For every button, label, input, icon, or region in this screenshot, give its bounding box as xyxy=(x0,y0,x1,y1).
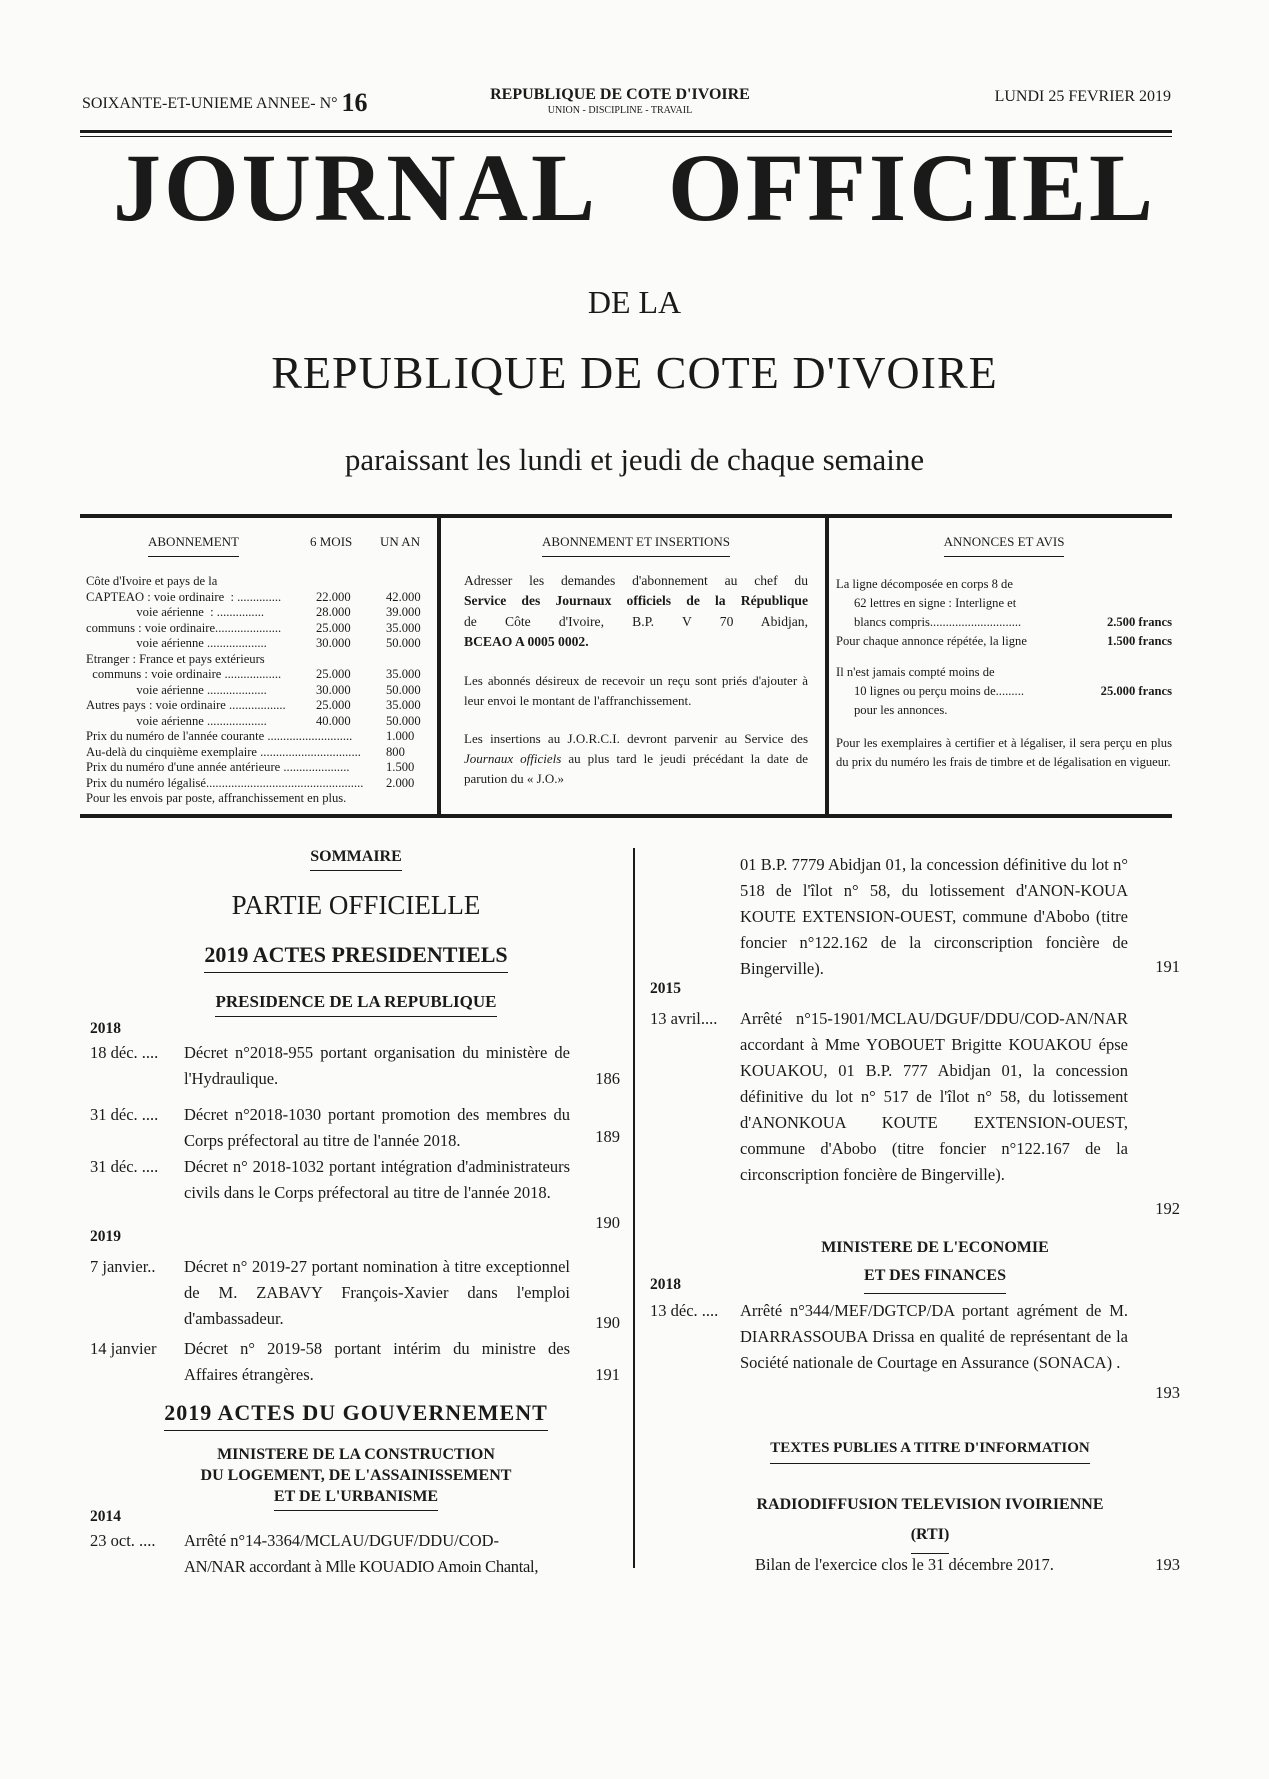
insertions-para-3 xyxy=(464,729,808,789)
entry-date: 13 déc. .... xyxy=(650,1301,719,1320)
abonnement-row xyxy=(86,683,431,699)
entry-text-line-b: AN/NAR accordant à Mlle KOUADIO Amoin Chantal, xyxy=(184,1557,539,1576)
abonnement-row-label: Pour les envois par poste, affranchissement en plus. xyxy=(86,791,347,805)
abonnement-rows xyxy=(86,574,431,807)
ministere-construction-line-2: DU LOGEMENT, DE L'ASSAINISSEMENT xyxy=(200,1467,512,1484)
insertions-box xyxy=(464,518,808,814)
annonces-line-3: blancs compris............................. xyxy=(854,614,1022,629)
abonnement-col-an: UN AN xyxy=(380,534,421,549)
entry-page: 186 xyxy=(595,1069,620,1088)
entry-text: Décret n° 2018-1032 portant intégration d'administrateurs civils dans le Corps préfectoral au titre de l'année 2018. xyxy=(184,1157,570,1202)
abonnement-row-an: 35.000 xyxy=(386,620,421,635)
annonces-price-2: 1.500 francs xyxy=(1106,633,1172,648)
sommaire-title xyxy=(82,848,630,871)
insertions-p3-a: Les insertions au J.O.R.C.I. devront parvenir au Service des xyxy=(464,730,808,746)
masthead-frequency: paraissant les lundi et jeudi de chaque semaine xyxy=(344,442,925,477)
annonces-line-1: La ligne décomposée en corps 8 de xyxy=(836,576,1013,591)
abonnement-row-an: 1.500 xyxy=(386,760,415,774)
abonnement-row-6mois: 25.000 xyxy=(316,667,351,681)
abonnement-row-an: 50.000 xyxy=(386,713,421,728)
insertions-p1-line-c: de Côte d'Ivoire, B.P. V 70 Abidjan, xyxy=(464,613,808,629)
entry-text: Arrêté n°344/MEF/DGTCP/DA portant agrément de M. DIARRASSOUBA Drissa en qualité de représentant de la Société nationale de Courtage en Assurance (SONACA) . xyxy=(740,1301,1128,1372)
abonnement-row xyxy=(86,776,431,792)
abonnement-row-label: Prix du numéro légalisé.................................................. xyxy=(86,775,364,790)
entry-page: 190 xyxy=(595,1213,620,1232)
year-2019: 2019 xyxy=(90,1228,121,1245)
abonnement-row-an: 2.000 xyxy=(386,775,415,790)
abonnement-row-label: communs : voie ordinaire .................. xyxy=(86,667,282,681)
abonnement-row-6mois: 25.000 xyxy=(316,698,351,712)
presidence-heading xyxy=(82,992,630,1017)
rti-line-1: RADIODIFFUSION TELEVISION IVOIRIENNE xyxy=(756,1496,1104,1513)
textes-information-heading xyxy=(690,1440,1170,1464)
entry-date: 31 déc. .... xyxy=(90,1157,159,1176)
ministere-construction-heading xyxy=(82,1444,630,1511)
abonnement-row-label: voie aérienne ................... xyxy=(86,713,267,728)
partie-officielle: PARTIE OFFICIELLE xyxy=(231,890,481,920)
abonnement-row-an: 39.000 xyxy=(386,605,421,619)
entry-text: Décret n°2018-955 portant organisation du ministère de l'Hydraulique. xyxy=(184,1043,570,1088)
abonnement-row-an: 35.000 xyxy=(386,667,421,681)
actes-presidentiels-text: 2019 ACTES PRESIDENTIELS xyxy=(204,942,507,973)
entry-date: 31 déc. .... xyxy=(90,1105,159,1124)
entry-page: 193 xyxy=(1155,1383,1180,1402)
entry-text: Décret n° 2019-58 portant intérim du ministre des Affaires étrangères. xyxy=(184,1339,570,1384)
entry-page: 193 xyxy=(1155,1555,1180,1574)
textes-information-text: TEXTES PUBLIES A TITRE D'INFORMATION xyxy=(770,1440,1090,1464)
annonces-box xyxy=(836,518,1172,814)
abonnement-row-an: 50.000 xyxy=(386,682,421,697)
abonnement-row-label: Prix du numéro de l'année courante ........................... xyxy=(86,729,353,743)
abonnement-row-label: voie aérienne ................... xyxy=(86,636,267,650)
year-2015: 2015 xyxy=(650,980,681,997)
abonnement-col-6mois: 6 MOIS xyxy=(310,534,353,549)
entry-date: 23 oct. .... xyxy=(90,1531,156,1550)
abonnement-row-an: 35.000 xyxy=(386,698,421,712)
actes-gouvernement xyxy=(82,1400,630,1431)
issue-date: LUNDI 25 FEVRIER 2019 xyxy=(994,88,1171,105)
abonnement-row xyxy=(86,667,431,683)
annonces-line-6: 10 lignes ou perçu moins de......... xyxy=(854,683,1024,698)
abonnement-row xyxy=(86,636,431,652)
ministere-construction-line-1: MINISTERE DE LA CONSTRUCTION xyxy=(217,1446,495,1463)
abonnement-row-label: Côte d'Ivoire et pays de la xyxy=(86,574,218,588)
insertions-p1-line-a: Adresser les demandes d'abonnement au chef du xyxy=(464,572,808,588)
entry-date: 7 janvier.. xyxy=(90,1257,156,1276)
entry-text: Décret n° 2019-27 portant nomination à titre exceptionnel de M. ZABAVY François-Xavier dans l'emploi d'ambassadeur. xyxy=(184,1257,570,1328)
abonnement-row-6mois: 30.000 xyxy=(316,636,351,650)
actes-presidentiels xyxy=(82,942,630,973)
abonnement-row-label: communs : voie ordinaire..................... xyxy=(86,620,282,635)
entry-page: 191 xyxy=(595,1365,620,1384)
entry-date: 14 janvier xyxy=(90,1339,157,1358)
ministere-construction-line-3: ET DE L'URBANISME xyxy=(274,1486,438,1511)
abonnement-row xyxy=(86,605,431,621)
entry-text-line-a: Arrêté n°14-3364/MCLAU/DGUF/DDU/COD- xyxy=(184,1531,500,1550)
abonnement-row xyxy=(86,760,431,776)
abonnement-row xyxy=(86,729,431,745)
abonnement-row xyxy=(86,745,431,761)
abonnement-row xyxy=(86,590,431,606)
entry-date: 13 avril.... xyxy=(650,1009,718,1028)
abonnement-row-label: voie aérienne ................... xyxy=(86,682,267,697)
abonnement-row-6mois: 30.000 xyxy=(316,682,351,697)
infobox-divider-1 xyxy=(437,518,441,814)
abonnement-row-label: Autres pays : voie ordinaire .................. xyxy=(86,698,286,712)
presidence-heading-text: PRESIDENCE DE LA REPUBLIQUE xyxy=(215,992,496,1017)
annonces-line-8: Pour les exemplaires à certifier et à légaliser, il sera perçu en plus du prix du numéro les frais de timbre et de légalisation en vigueur. xyxy=(836,735,1172,769)
year-2018: 2018 xyxy=(90,1020,121,1037)
actes-gouvernement-text: 2019 ACTES DU GOUVERNEMENT xyxy=(164,1400,548,1431)
sommaire-title-text: SOMMAIRE xyxy=(310,848,402,871)
entry-page: 191 xyxy=(1155,957,1180,976)
year-label-text: SOIXANTE-ET-UNIEME ANNEE- N° xyxy=(82,95,338,112)
rti-heading xyxy=(690,1490,1170,1554)
ministere-economie-heading xyxy=(740,1234,1130,1294)
republic-header xyxy=(440,86,800,116)
abonnement-row xyxy=(86,698,431,714)
insertions-p1-line-d: BCEAO A 0005 0002. xyxy=(464,634,589,649)
ministere-economie-line-2: ET DES FINANCES xyxy=(864,1262,1006,1294)
annonces-line-4: Pour chaque annonce répétée, la ligne xyxy=(836,633,1027,648)
abonnement-row xyxy=(86,574,431,590)
abonnement-row-an: 1.000 xyxy=(386,729,415,743)
abonnement-head: ABONNEMENT xyxy=(148,534,239,557)
masthead-republic: REPUBLIQUE DE COTE D'IVOIRE xyxy=(271,347,998,398)
annonces-line-2: 62 lettres en signe : Interligne et xyxy=(854,595,1017,610)
year-2018-right: 2018 xyxy=(650,1276,681,1293)
masthead-title xyxy=(0,134,1269,241)
annonces-price-3: 25.000 francs xyxy=(1100,683,1172,698)
masthead-de-la: DE LA xyxy=(587,284,682,320)
annonces-head: ANNONCES ET AVIS xyxy=(944,534,1065,557)
entry-text: 01 B.P. 7779 Abidjan 01, la concession définitive du lot n° 518 de l'îlot n° 58, du lotissement d'ANON-KOUA KOUTE EXTENSION-OUEST, commune d'Abobo (titre foncier n°122.162 de la circonscription foncière de Bingerville). xyxy=(740,855,1128,978)
abonnement-row-label: Au-delà du cinquième exemplaire ................................ xyxy=(86,744,361,759)
abonnement-row-an: 800 xyxy=(386,744,405,759)
masthead-word-officiel: OFFICIEL xyxy=(667,134,1157,241)
entry-date: 18 déc. .... xyxy=(90,1043,159,1062)
abonnement-row-6mois: 40.000 xyxy=(316,713,351,728)
rti-line-2: (RTI) xyxy=(911,1520,950,1554)
entry-text: Décret n°2018-1030 portant promotion des membres du Corps préfectoral au titre de l'année 2018. xyxy=(184,1105,570,1150)
abonnement-row-6mois: 28.000 xyxy=(316,605,351,619)
republic-motto: UNION - DISCIPLINE - TRAVAIL xyxy=(547,105,693,116)
insertions-para-2: Les abonnés désireux de recevoir un reçu sont priés d'ajouter à leur envoi le montant de l'affranchissement. xyxy=(464,672,808,708)
abonnement-row-label: Etranger : France et pays extérieurs xyxy=(86,651,265,666)
entry-text: Arrêté n°15-1901/MCLAU/DGUF/DDU/COD-AN/NAR accordant à Mme YOBOUET Brigitte KOUAKOU épse KOUAKOU, 01 B.P. 777 Abidjan 01, la concession définitive du lot n° 517 de l'îlot n° 58, du lotissement d'ANONKOUA KOUTE EXTENSION-OUEST, commune d'Abobo (titre foncier n°122.167 de la circonscription foncière de Bingerville). xyxy=(740,1009,1128,1184)
entry-page: 189 xyxy=(595,1127,620,1146)
abonnement-box xyxy=(86,518,431,814)
insertions-p3-b: Journaux officiels xyxy=(464,750,562,766)
abonnement-row xyxy=(86,621,431,637)
abonnement-row xyxy=(86,791,431,807)
abonnement-row-label: voie aérienne : ............... xyxy=(86,605,265,619)
entry-page: 190 xyxy=(595,1313,620,1332)
abonnement-row-an: 42.000 xyxy=(386,589,421,604)
year-2014: 2014 xyxy=(90,1508,121,1525)
entry-page: 192 xyxy=(1155,1199,1180,1218)
entry-text: Bilan de l'exercice clos le 31 décembre 2017. xyxy=(755,1555,1054,1574)
abonnement-row xyxy=(86,652,431,668)
header-rule-thick xyxy=(80,130,1172,133)
insertions-para-1 xyxy=(464,571,808,653)
infobox-divider-2 xyxy=(825,518,829,814)
abonnement-row xyxy=(86,714,431,730)
abonnement-row-6mois: 22.000 xyxy=(316,589,351,604)
annonces-line-5: Il n'est jamais compté moins de xyxy=(836,664,995,679)
masthead-word-journal: JOURNAL xyxy=(112,134,598,241)
abonnement-row-label: CAPTEAO : voie ordinaire : .............. xyxy=(86,589,282,604)
abonnement-row-6mois: 25.000 xyxy=(316,620,351,635)
republic-name: REPUBLIQUE DE COTE D'IVOIRE xyxy=(490,86,750,103)
annonces-price-1: 2.500 francs xyxy=(1106,614,1172,629)
abonnement-row-an: 50.000 xyxy=(386,636,421,650)
column-divider xyxy=(633,848,635,1568)
issue-year-label xyxy=(82,88,368,118)
insertions-head: ABONNEMENT ET INSERTIONS xyxy=(542,534,730,557)
annonces-line-7: pour les annonces. xyxy=(854,702,948,717)
ministere-economie-line-1: MINISTERE DE L'ECONOMIE xyxy=(821,1239,1049,1256)
insertions-p1-line-b: Service des Journaux officiels de la République xyxy=(464,593,808,608)
infobox-bottom-rule xyxy=(80,814,1172,818)
issue-number: 16 xyxy=(341,88,368,117)
abonnement-row-label: Prix du numéro d'une année antérieure ..................... xyxy=(86,760,350,774)
insertions-p3-c: au plus tard le jeudi précédant la date de parution du « J.O.» xyxy=(464,750,808,786)
